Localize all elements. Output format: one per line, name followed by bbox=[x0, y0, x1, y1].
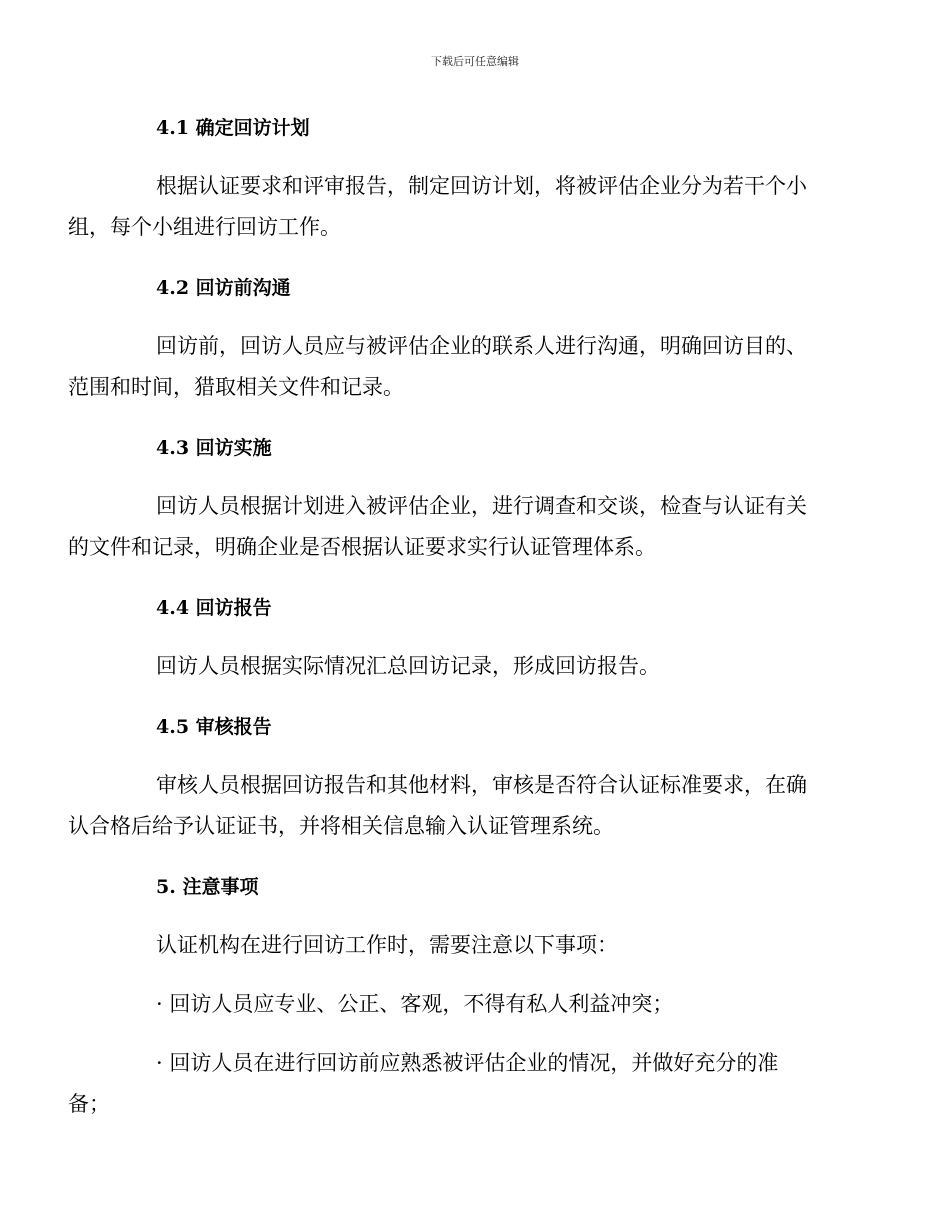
section-heading-4-2: 4.2 回访前沟通 bbox=[156, 277, 291, 299]
paragraph-line: 回访人员根据计划进入被评估企业，进行调查和交谈，检查与认证有关 bbox=[156, 494, 807, 518]
paragraph-5 bbox=[112, 925, 834, 966]
paragraph-line: 的文件和记录，明确企业是否根据认证要求实行认证管理体系。 bbox=[68, 535, 656, 559]
bullet-line: 备； bbox=[68, 1092, 110, 1116]
paragraph-4-1 bbox=[68, 166, 834, 248]
paragraph-4-3 bbox=[68, 486, 834, 568]
paragraph-line: 审核人员根据回访报告和其他材料，审核是否符合认证标准要求，在确 bbox=[156, 773, 807, 797]
paragraph-line: 回访前，回访人员应与被评估企业的联系人进行沟通，明确回访目的、 bbox=[156, 334, 807, 358]
section-heading-4-5: 4.5 审核报告 bbox=[156, 716, 272, 738]
section-heading-5: 5. 注意事项 bbox=[156, 876, 259, 898]
paragraph-line: 组，每个小组进行回访工作。 bbox=[68, 215, 341, 239]
paragraph-line: 认证机构在进行回访工作时，需要注意以下事项： bbox=[156, 933, 618, 957]
paragraph-line: 认合格后给予认证证书，并将相关信息输入认证管理系统。 bbox=[68, 814, 614, 838]
bullet-item-1 bbox=[112, 984, 834, 1025]
section-heading-4-4: 4.4 回访报告 bbox=[156, 597, 272, 619]
bullet-line: · 回访人员在进行回访前应熟悉被评估企业的情况，并做好充分的准 bbox=[156, 1051, 779, 1075]
paragraph-line: 回访人员根据实际情况汇总回访记录，形成回访报告。 bbox=[156, 654, 660, 678]
paragraph-4-4 bbox=[112, 646, 834, 687]
document-body bbox=[68, 112, 834, 1125]
section-heading-4-1: 4.1 确定回访计划 bbox=[156, 117, 310, 139]
bullet-item-2 bbox=[68, 1043, 834, 1125]
paragraph-line: 范围和时间，猎取相关文件和记录。 bbox=[68, 375, 404, 399]
paragraph-4-2 bbox=[68, 326, 834, 408]
paragraph-4-5 bbox=[68, 765, 834, 847]
section-heading-4-3: 4.3 回访实施 bbox=[156, 437, 272, 459]
page-header: 下载后可任意编辑 bbox=[431, 55, 519, 68]
bullet-line: · 回访人员应专业、公正、客观，不得有私人利益冲突； bbox=[156, 992, 674, 1016]
paragraph-line: 根据认证要求和评审报告，制定回访计划，将被评估企业分为若干个小 bbox=[156, 174, 807, 198]
